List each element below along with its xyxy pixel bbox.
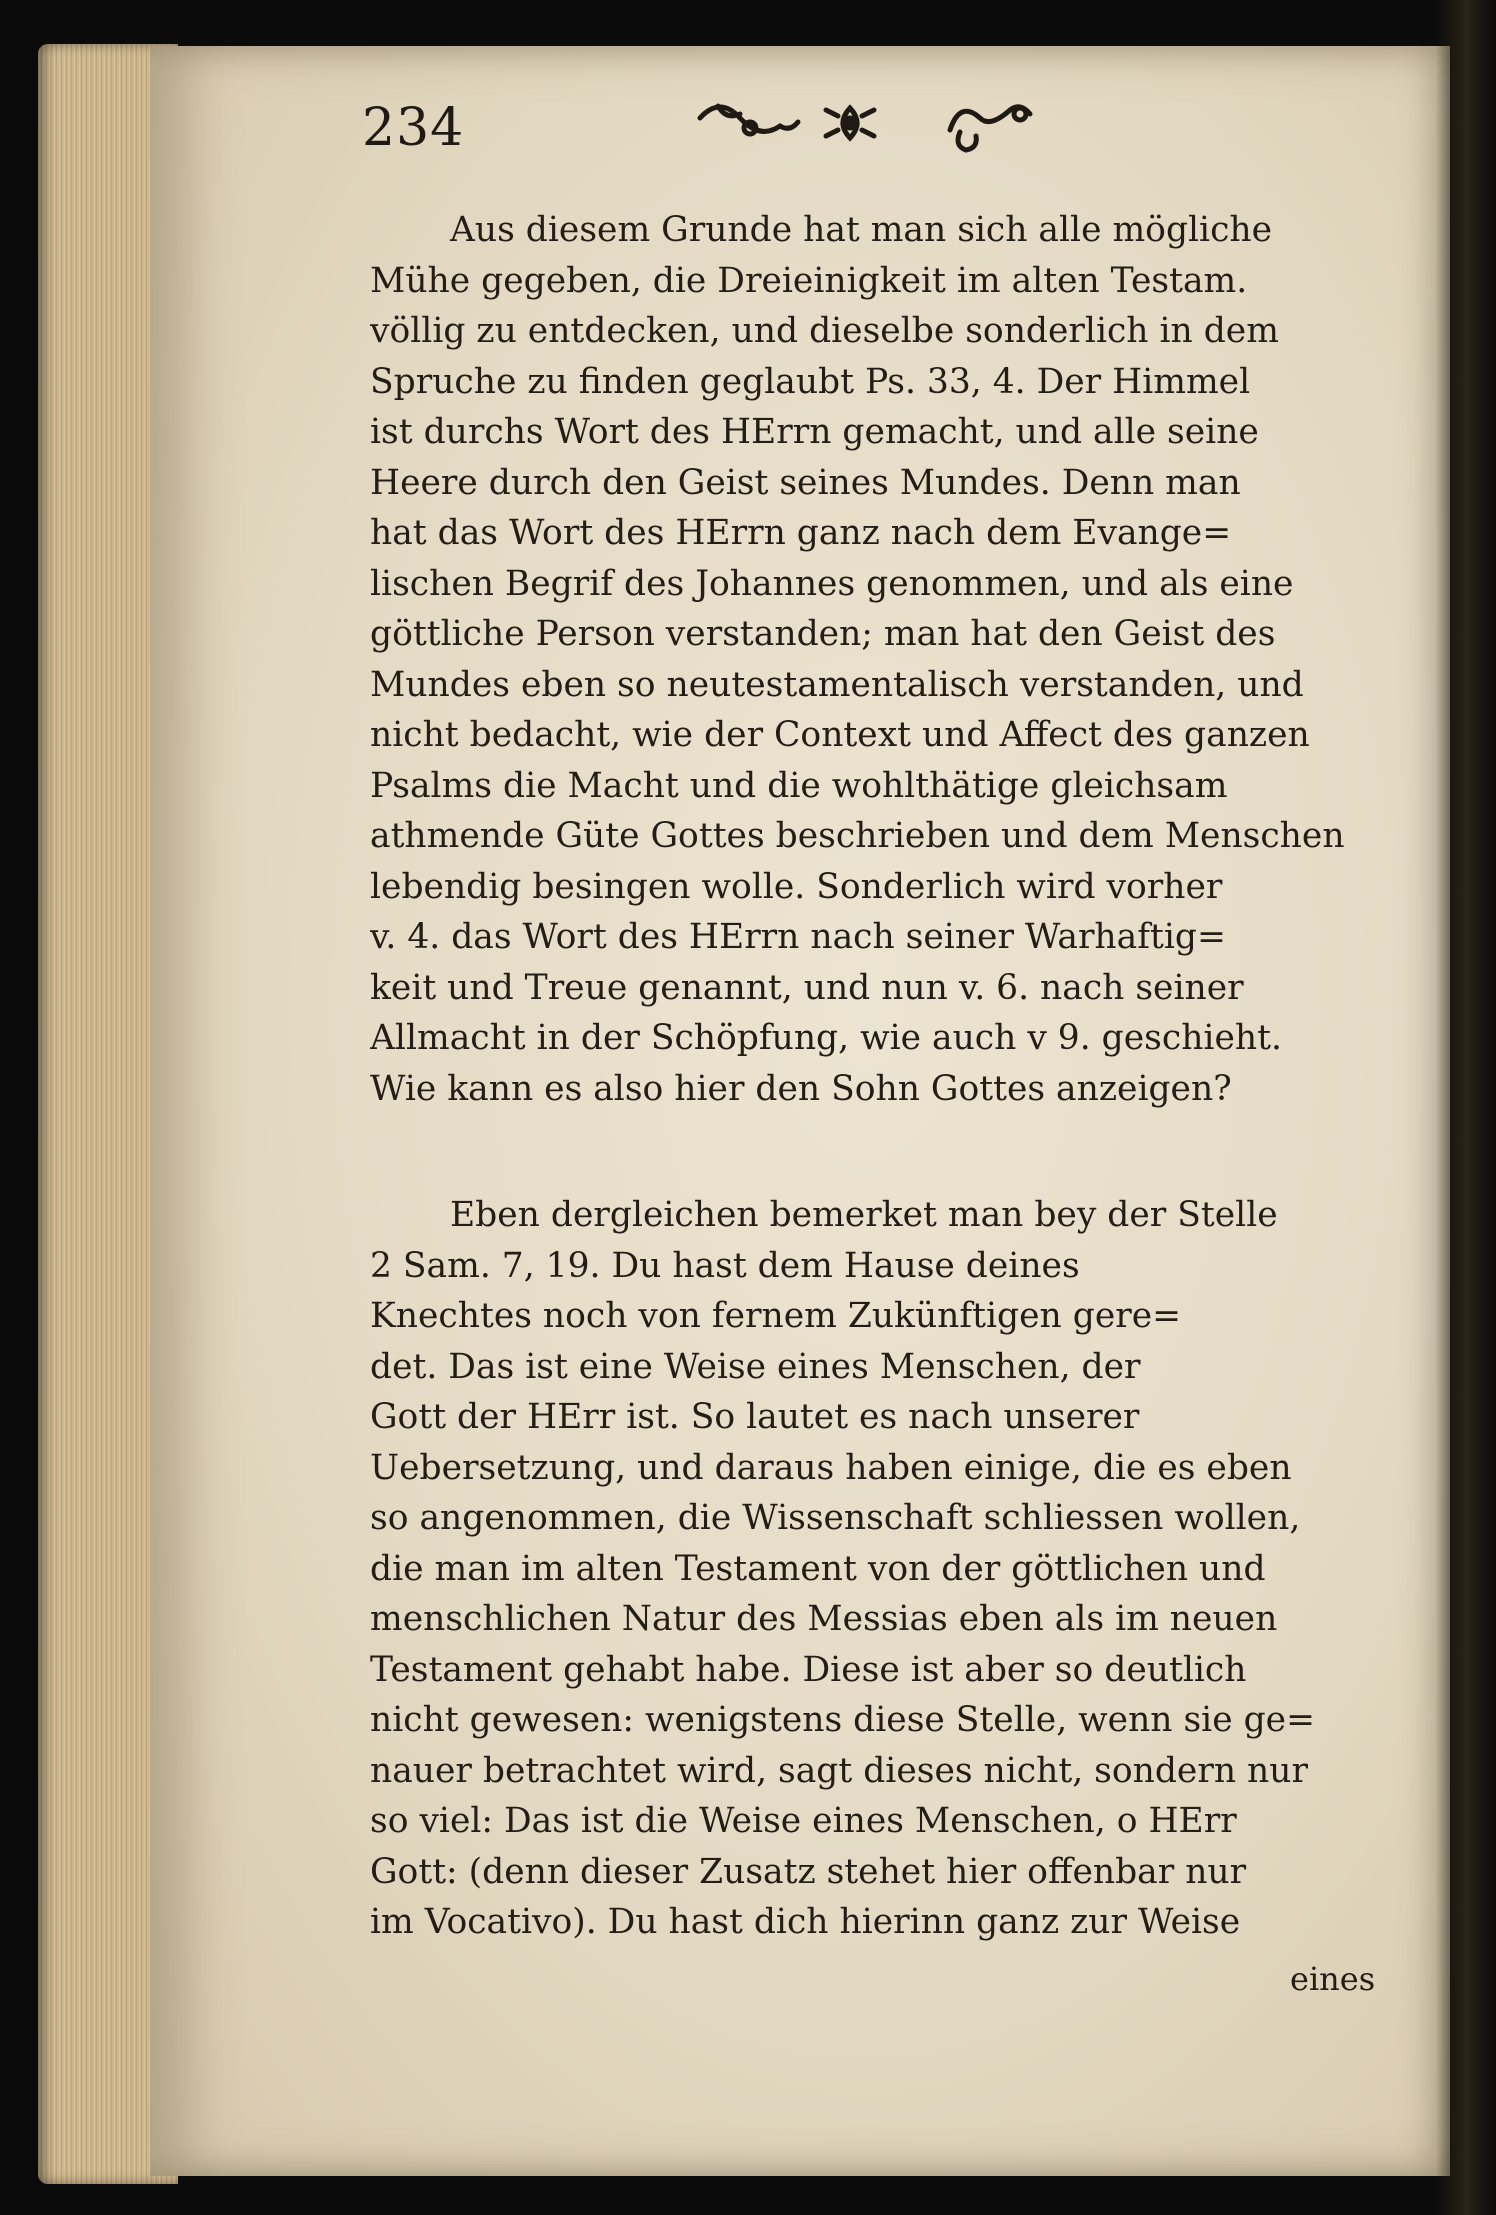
text-line: die man im alten Testament von der göttlichen und: [370, 1548, 1266, 1589]
text-line: 2 Sam. 7, 19. Du hast dem Hause deines: [370, 1245, 1080, 1286]
text-line: nauer betrachtet wird, sagt dieses nicht, sondern nur: [370, 1750, 1308, 1791]
text-line: Testament gehabt habe. Diese ist aber so deutlich: [370, 1649, 1247, 1690]
paragraph-gap: [370, 1114, 1380, 1190]
text-line: so angenommen, die Wissenschaft schliessen wollen,: [370, 1498, 1301, 1538]
printers-ornament-icon: [690, 88, 1070, 158]
text-line: im Vocativo). Du hast dich hierinn ganz zur Weise: [370, 1902, 1241, 1942]
text-line: Mundes eben so neutestamentalisch verstanden, und: [370, 664, 1304, 705]
text-line: nicht bedacht, wie der Context und Affect des ganzen: [370, 715, 1310, 755]
text-line: Aus diesem Grunde hat man sich alle mögliche: [450, 210, 1273, 250]
text-line: athmende Güte Gottes beschrieben und dem Menschen: [370, 816, 1345, 856]
body-text: [370, 205, 1380, 1948]
text-line: Heere durch den Geist seines Mundes. Denn man: [370, 462, 1241, 503]
text-line: v. 4. das Wort des HErrn nach seiner Warhaftig=: [370, 917, 1226, 957]
paragraph: [370, 205, 1380, 1114]
text-line: ist durchs Wort des HErrn gemacht, und alle seine: [370, 412, 1259, 452]
text-line: hat das Wort des HErrn ganz nach dem Evange=: [370, 513, 1232, 553]
text-line: Spruche zu finden geglaubt Ps. 33, 4. Der Himmel: [370, 361, 1251, 402]
text-line: Uebersetzung, und daraus haben einige, die es eben: [370, 1447, 1292, 1488]
text-line: so viel: Das ist die Weise eines Menschen, o HErr: [370, 1801, 1237, 1841]
text-line: Psalms die Macht und die wohlthätige gleichsam: [370, 765, 1228, 806]
text-line: Gott: (denn dieser Zusatz stehet hier offenbar nur: [370, 1851, 1247, 1892]
text-line: Eben dergleichen bemerket man bey der Stelle: [450, 1195, 1278, 1235]
page-number: 234: [362, 98, 465, 158]
text-line: lischen Begrif des Johannes genommen, und als eine: [370, 563, 1294, 604]
text-line: Knechtes noch von fernem Zukünftigen gere=: [370, 1296, 1182, 1336]
text-line: det. Das ist eine Weise eines Menschen, der: [370, 1346, 1141, 1387]
text-line: göttliche Person verstanden; man hat den Geist des: [370, 614, 1276, 654]
text-line: völlig zu entdecken, und dieselbe sonderlich in dem: [370, 311, 1279, 351]
text-line: Wie kann es also hier den Sohn Gottes anzeigen?: [370, 1068, 1232, 1109]
text-line: menschlichen Natur des Messias eben als im neuen: [370, 1599, 1278, 1639]
catchword: eines: [1290, 1960, 1376, 1998]
text-line: keit und Treue genannt, und nun v. 6. nach seiner: [370, 967, 1244, 1008]
text-line: nicht gewesen: wenigstens diese Stelle, wenn sie ge=: [370, 1700, 1316, 1740]
paragraph: [370, 1190, 1380, 1948]
text-line: Allmacht in der Schöpfung, wie auch v 9. geschieht.: [370, 1018, 1282, 1058]
text-line: Gott der HErr ist. So lautet es nach unserer: [370, 1397, 1140, 1437]
gutter-shadow: [1436, 0, 1496, 2215]
text-line: Mühe gegeben, die Dreieinigkeit im alten Testam.: [370, 260, 1248, 301]
text-line: lebendig besingen wolle. Sonderlich wird vorher: [370, 866, 1223, 907]
